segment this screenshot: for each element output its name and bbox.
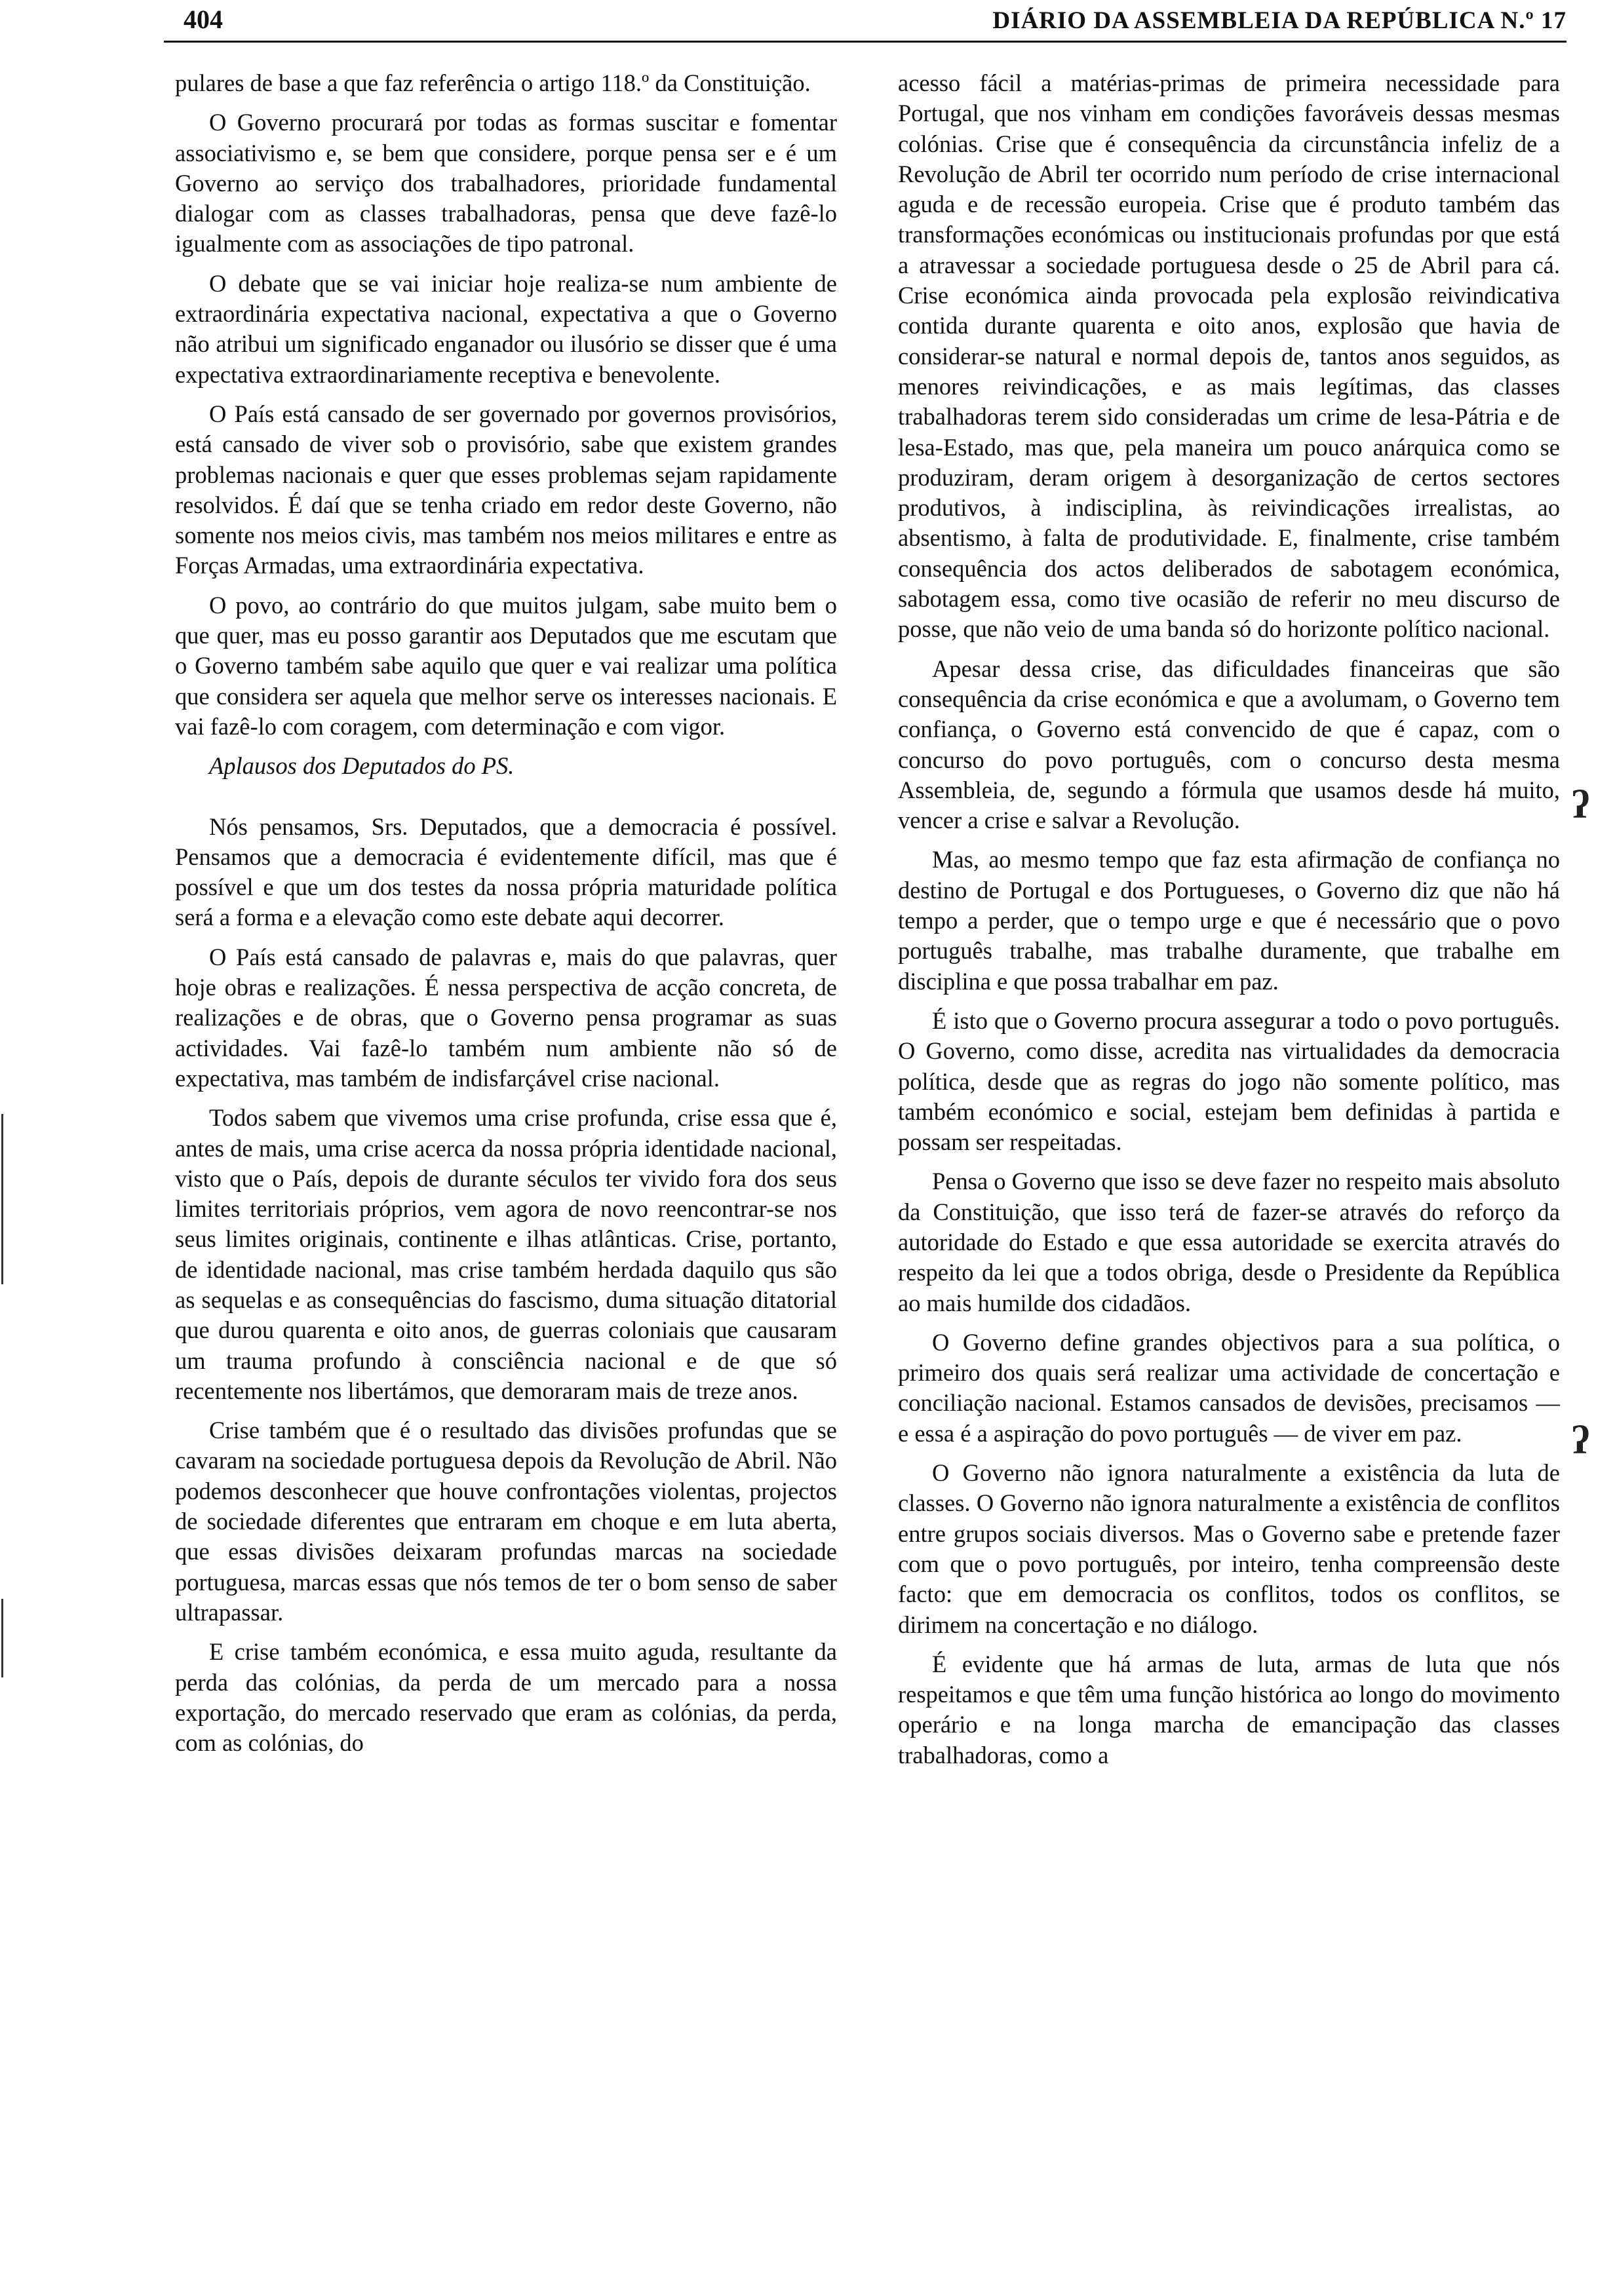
paragraph: Crise também que é o resultado das divisões profundas que se cavaram na sociedade portuguesa depois da Revolução de Abril. Não podemos desconhecer que houve confrontações violentas, projectos de sociedade diferentes que entraram em choque e em luta aberta, que essas divisões deixaram profundas marcas na sociedade portuguesa, marcas essas que nós temos de ter o bom senso de saber ultrapassar. [175, 1417, 837, 1626]
right-column [898, 68, 1560, 1780]
paragraph: O povo, ao contrário do que muitos julgam, sabe muito bem o que quer, mas eu posso garantir aos Deputados que me escutam que o Governo também sabe aquilo que quer e vai realizar uma política que considera ser aquela que melhor serve os interesses nacionais. E vai fazê-lo com coragem, com determinação e com vigor. [175, 591, 837, 740]
margin-bracket-mark: ʔ [1572, 1419, 1589, 1462]
left-column [175, 68, 837, 1767]
journal-title: DIÁRIO DA ASSEMBLEIA DA REPÚBLICA N.º 17 [992, 7, 1566, 34]
paragraph: Mas, ao mesmo tempo que faz esta afirmação de confiança no destino de Portugal e dos Portugueses, o Governo diz que não há tempo a perder, que o tempo urge e que é necessário que o povo português trabalhe, mas trabalhe duramente, que trabalhe em disciplina e que possa trabalhar em paz. [898, 846, 1560, 995]
paragraph: acesso fácil a matérias-primas de primeira necessidade para Portugal, que nos vinham em condições favoráveis dessas mesmas colónias. Crise que é consequência da circunstância infeliz de a Revolução de Abril ter ocorrido num período de crise internacional aguda e de recessão europeia. Crise que é produto também das transformações económicas ou institucionais profundas por que está a atravessar a sociedade portuguesa desde o 25 de Abril para cá. Crise económica ainda provocada pela explosão reivindicativa contida durante quarenta e oito anos, explosão que havia de considerar-se natural e normal depois de, tantos anos seguidos, as menores reivindicações, e as mais legítimas, das classes trabalhadoras terem sido consideradas um crime de lesa-Pátria e de lesa-Estado, mas que, pela maneira um pouco anárquica como se produziram, deram origem à desorganização de certos sectores produtivos, à indisciplina, às reivindicações irrealistas, ao absentismo, à falta de produtividade. E, finalmente, crise também consequência dos actos deliberados de sabotagem económica, sabotagem essa, como tive ocasião de referir no meu discurso de posse, que não veio de uma banda só do horizonte político nacional. [898, 69, 1560, 643]
stage-direction: Aplausos dos Deputados do PS. [209, 752, 515, 780]
paragraph: Nós pensamos, Srs. Deputados, que a democracia é possível. Pensamos que a democracia é evidentemente difícil, mas que é possível e que um dos testes da nossa própria maturidade política será a forma e a elevação como este debate aqui decorrer. [175, 813, 837, 931]
scan-edge-line [1, 1599, 3, 1677]
page-number: 404 [184, 5, 223, 34]
paragraph: O Governo não ignora naturalmente a existência da luta de classes. O Governo não ignora naturalmente a existência de conflitos entre grupos sociais diversos. Mas o Governo sabe e pretende fazer com que o povo português, por inteiro, tenha compreensão deste facto: que em democracia os conflitos, todos os conflitos, se dirimem na concertação e no diálogo. [898, 1459, 1560, 1638]
paragraph: O Governo procurará por todas as formas suscitar e fomentar associativismo e, se bem que considere, porque pensa ser e é um Governo ao serviço dos trabalhadores, prioridade fundamental dialogar com as classes trabalhadoras, pensa que deve fazê-lo igualmente com as associações de tipo patronal. [175, 109, 837, 258]
paragraph: O Governo define grandes objectivos para a sua política, o primeiro dos quais será realizar uma actividade de concertação e conciliação nacional. Estamos cansados de devisões, precisamos — e essa é a aspiração do povo português — de viver em paz. [898, 1328, 1560, 1447]
paragraph: pulares de base a que faz referência o artigo 118.º da Constituição. [175, 69, 811, 96]
margin-bracket-mark: ʔ [1572, 783, 1589, 826]
paragraph: E crise também económica, e essa muito aguda, resultante da perda das colónias, da perda de um mercado para a nossa exportação, do mercado reservado que eram as colónias, da perda, com as colónias, do [175, 1638, 837, 1757]
paragraph: Pensa o Governo que isso se deve fazer no respeito mais absoluto da Constituição, que isso terá de fazer-se através do reforço da autoridade do Estado e que essa autoridade se exercita através do respeito da lei que a todos obriga, desde o Presidente da República ao mais humilde dos cidadãos. [898, 1168, 1560, 1316]
paragraph: É isto que o Governo procura assegurar a todo o povo português. O Governo, como disse, acredita nas virtualidades da democracia política, desde que as regras do jogo não somente político, mas também económico e social, estejam bem definidas à partida e possam ser respeitadas. [898, 1006, 1560, 1156]
paragraph: Todos sabem que vivemos uma crise profunda, crise essa que é, antes de mais, uma crise acerca da nossa própria identidade nacional, visto que o País, depois de durante séculos ter vivido fora dos seus limites territoriais próprios, vem agora de novo reencontrar-se nos seus limites originais, continente e ilhas atlânticas. Crise, portanto, de identidade nacional, mas crise também herdada daquilo qus são as sequelas e as consequências do fascismo, duma situação ditatorial que durou quarenta e oito anos, de guerras coloniais que causaram um trauma profundo à consciência nacional e de que só recentemente nos libertámos, que demoraram mais de treze anos. [175, 1104, 837, 1404]
page-header [164, 3, 1566, 43]
paragraph: O debate que se vai iniciar hoje realiza-se num ambiente de extraordinária expectativa nacional, expectativa a que o Governo não atribui um significado enganador ou ilusório se disser que é uma expectativa extraordinariamente receptiva e benevolente. [175, 269, 837, 388]
paragraph: O País está cansado de palavras e, mais do que palavras, quer hoje obras e realizações. É nessa perspectiva de acção concreta, de realizações e de obras, que o Governo pensa programar as suas actividades. Vai fazê-lo também num ambiente não só de expectativa, mas também de indisfarçável crise nacional. [175, 943, 837, 1092]
paragraph: Apesar dessa crise, das dificuldades financeiras que são consequência da crise económica e que a avolumam, o Governo tem confiança, o Governo está convencido de que é capaz, com o concurso do povo português, com o concurso desta mesma Assembleia, de, segundo a fórmula que usamos desde há muito, vencer a crise e salvar a Revolução. [898, 655, 1560, 834]
scan-edge-line [1, 1114, 3, 1284]
paragraph: É evidente que há armas de luta, armas de luta que nós respeitamos e que têm uma função histórica ao longo do movimento operário e na longa marcha de emancipação das classes trabalhadoras, como a [898, 1650, 1560, 1769]
paragraph: O País está cansado de ser governado por governos provisórios, está cansado de viver sob o provisório, sabe que existem grandes problemas nacionais e quer que esses problemas sejam rapidamente resolvidos. É daí que se tenha criado em redor deste Governo, não somente nos meios civis, mas também nos meios militares e entre as Forças Armadas, uma extraordinária expectativa. [175, 400, 837, 579]
